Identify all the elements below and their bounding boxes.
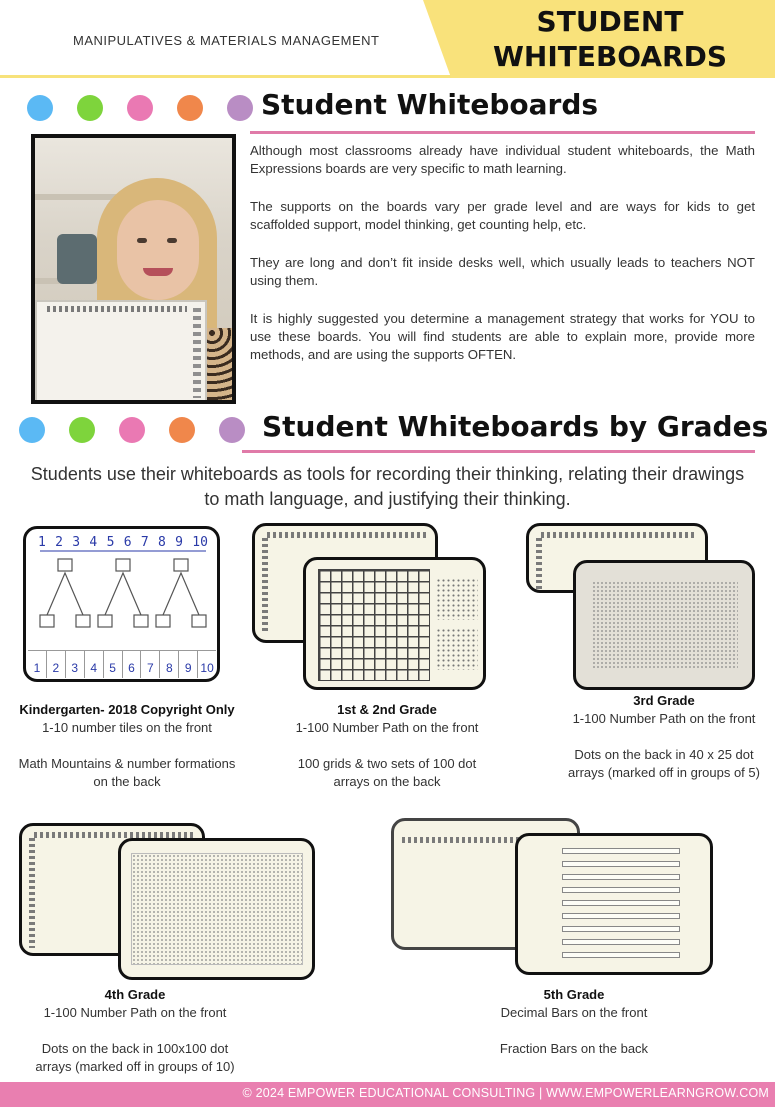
header-title-line2: WHITEBOARDS xyxy=(493,40,727,73)
intro-text: Students use their whiteboards as tools for recording their thinking, relating their drawings to math language, and justifying their thinking. xyxy=(30,464,745,509)
caption-title: 4th Grade xyxy=(104,987,166,1002)
decorative-dots-1 xyxy=(27,95,253,121)
kinder-number-tiles xyxy=(28,650,216,678)
orange-dot xyxy=(177,95,203,121)
dot-array xyxy=(592,581,738,669)
paragraph-2: The supports on the boards vary per grade level and are ways for kids to get scaffolded support, model thinking, get counting help, etc. xyxy=(250,199,755,232)
section-divider xyxy=(250,131,755,134)
paragraph-1: Although most classrooms already have individual student whiteboards, the Math Expressions boards are very specific to math learning. xyxy=(250,143,755,176)
fraction-bar xyxy=(562,887,680,893)
page-header xyxy=(0,0,775,80)
grade-5-back-board xyxy=(515,833,713,975)
section-title-student-whiteboards: Student Whiteboards xyxy=(261,88,599,121)
kinder-number-line: 1 2 3 4 5 6 7 8 9 10 xyxy=(38,535,208,550)
fraction-bar xyxy=(562,861,680,867)
section-title-by-grades: Student Whiteboards by Grades xyxy=(262,410,769,443)
caption-title: 5th Grade xyxy=(543,987,605,1002)
caption-title: Kindergarten- 2018 Copyright Only xyxy=(19,702,235,717)
caption-grade-1-2: 1st & 2nd Grade 1-100 Number Path on the front 100 grids & two sets of 100 dot arrays on the back xyxy=(282,701,492,791)
fraction-bar xyxy=(562,952,680,958)
number-tile: 4 xyxy=(85,651,104,678)
grade-3-back-board xyxy=(573,560,755,690)
number-tile: 3 xyxy=(66,651,85,678)
number-tile: 8 xyxy=(160,651,179,678)
page-footer xyxy=(0,1082,775,1107)
number-tile: 10 xyxy=(200,661,214,675)
caption-title: 3rd Grade xyxy=(633,693,695,708)
fraction-bar xyxy=(562,874,680,880)
jar-image xyxy=(57,234,97,284)
number-tile: 7 xyxy=(141,651,160,678)
green-dot xyxy=(77,95,103,121)
decorative-dots-2 xyxy=(19,417,245,443)
caption-title: 1st & 2nd Grade xyxy=(337,702,437,717)
fraction-bar xyxy=(562,939,680,945)
caption-grade-5: 5th Grade Decimal Bars on the front Fraction Bars on the back xyxy=(470,986,678,1058)
green-dot xyxy=(69,417,95,443)
caption-grade-3: 3rd Grade 1-100 Number Path on the front Dots on the back in 40 x 25 dot arrays (marked off in groups of 5) xyxy=(568,693,760,780)
footer-copyright: © 2024 EMPOWER EDUCATIONAL CONSULTING | WWW.EMPOWERLEARNGROW.COM xyxy=(242,1086,769,1100)
header-subtitle: MANIPULATIVES & MATERIALS MANAGEMENT xyxy=(73,33,380,48)
number-tile: 9 xyxy=(179,651,198,678)
orange-dot xyxy=(169,417,195,443)
dot-array xyxy=(131,853,303,965)
dot-array xyxy=(436,578,478,620)
number-tile: 2 xyxy=(47,651,66,678)
header-left-band xyxy=(0,0,460,78)
pink-dot xyxy=(127,95,153,121)
pink-dot xyxy=(119,417,145,443)
fraction-bar xyxy=(562,900,680,906)
number-tile: 6 xyxy=(123,651,142,678)
teacher-photo xyxy=(31,134,236,404)
purple-dot xyxy=(219,417,245,443)
dot-array xyxy=(436,628,478,670)
blue-dot xyxy=(27,95,53,121)
fraction-bar xyxy=(562,913,680,919)
grade-1-2-back-board xyxy=(303,557,486,690)
header-title-line1: STUDENT xyxy=(536,5,684,38)
number-tile: 5 xyxy=(104,651,123,678)
fraction-bar xyxy=(562,926,680,932)
held-whiteboard xyxy=(35,300,207,404)
purple-dot xyxy=(227,95,253,121)
caption-kindergarten: Kindergarten- 2018 Copyright Only 1-10 number tiles on the front Math Mountains & number formations on the back xyxy=(18,702,236,789)
number-tile: 1 xyxy=(28,651,47,678)
paragraph-4: It is highly suggested you determine a management strategy that works for YOU to use these boards. You will find students are able to explain more, provide more methods, and are using the supports OFTEN. xyxy=(250,311,755,362)
section-divider xyxy=(242,450,755,453)
fraction-bar xyxy=(562,848,680,854)
caption-grade-4: 4th Grade 1-100 Number Path on the front Dots on the back in 100x100 dot arrays (marked off in groups of 10) xyxy=(30,986,240,1076)
header-title xyxy=(470,4,750,74)
paragraph-3: They are long and don’t fit inside desks well, which usually leads to teachers NOT using them. xyxy=(250,255,755,288)
blue-dot xyxy=(19,417,45,443)
hundred-grid xyxy=(318,569,430,681)
grade-4-back-board xyxy=(118,838,315,980)
